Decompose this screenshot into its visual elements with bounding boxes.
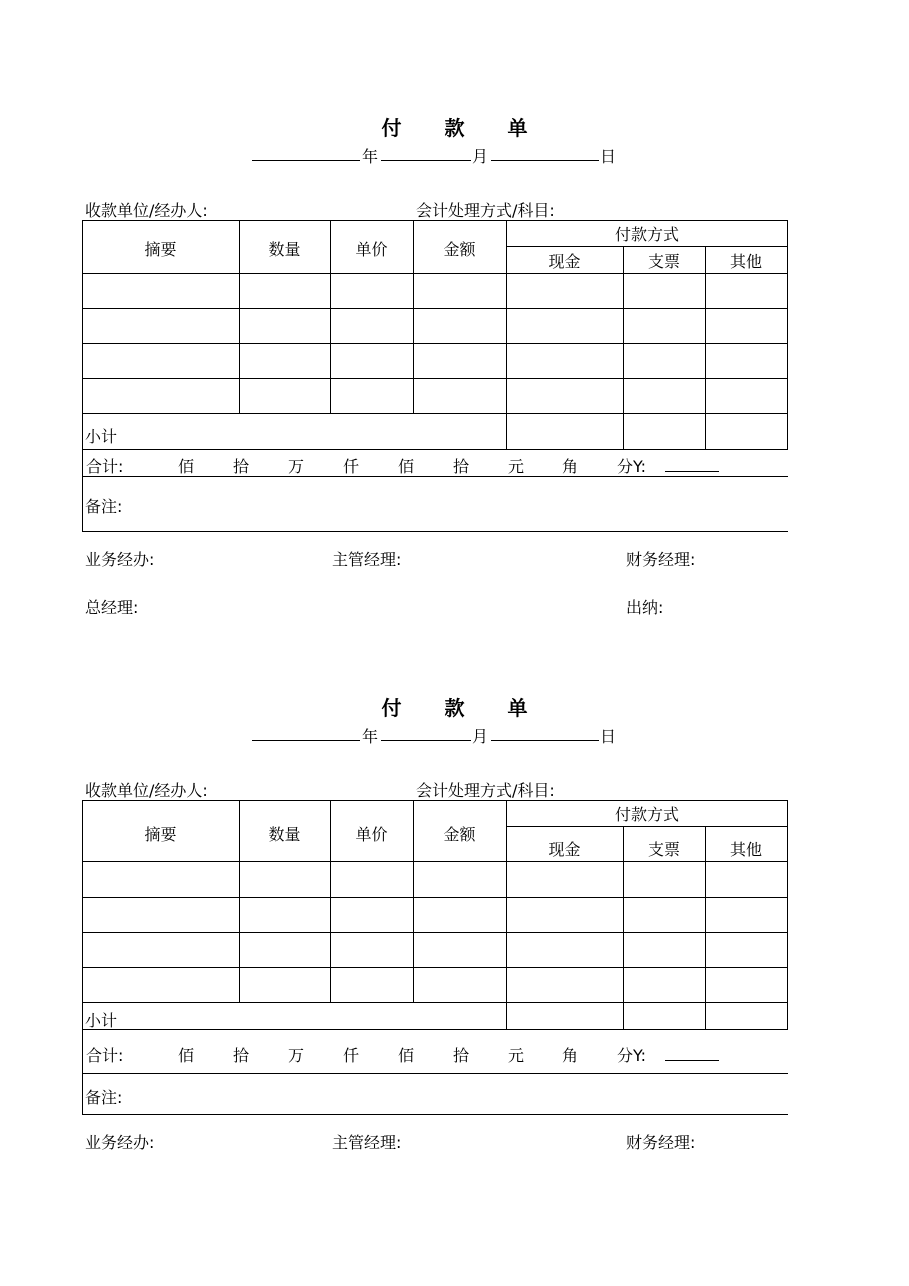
header-amount: 金额 bbox=[443, 240, 476, 259]
table-border-bottom bbox=[82, 531, 788, 532]
remark-label: 备注: bbox=[85, 1088, 123, 1107]
accounting-label: 会计处理方式/科目: bbox=[416, 781, 555, 800]
header-divider bbox=[506, 246, 788, 247]
row-line bbox=[82, 273, 788, 274]
year-label: 年 bbox=[362, 727, 379, 746]
remark-label: 备注: bbox=[85, 497, 123, 516]
total-label: 合计: bbox=[86, 457, 124, 476]
business-handler-label: 业务经办: bbox=[85, 550, 155, 569]
supervisor-label: 主管经理: bbox=[332, 550, 402, 569]
day-label: 日 bbox=[600, 727, 617, 746]
month-field[interactable] bbox=[381, 740, 471, 741]
row-line bbox=[82, 932, 788, 933]
header-check: 支票 bbox=[647, 840, 680, 859]
unit-shi: 拾 bbox=[233, 457, 250, 476]
header-quantity: 数量 bbox=[268, 240, 301, 259]
table-border-top bbox=[82, 220, 788, 221]
general-manager-label: 总经理: bbox=[85, 598, 139, 617]
unit-jiao: 角 bbox=[562, 1046, 579, 1065]
unit-wan: 万 bbox=[288, 1046, 305, 1065]
finance-manager-label: 财务经理: bbox=[626, 550, 696, 569]
header-summary: 摘要 bbox=[144, 825, 177, 844]
payee-label: 收款单位/经办人: bbox=[85, 201, 208, 220]
unit-fen-yen: 分Y: bbox=[617, 1046, 647, 1065]
header-check: 支票 bbox=[647, 252, 680, 271]
table-border-bottom bbox=[82, 1114, 788, 1115]
row-line bbox=[82, 861, 788, 862]
unit-shi: 拾 bbox=[453, 457, 470, 476]
day-field[interactable] bbox=[491, 740, 599, 741]
subtotal-label: 小计 bbox=[85, 1011, 118, 1030]
row-line bbox=[82, 1002, 788, 1003]
finance-manager-label: 财务经理: bbox=[626, 1133, 696, 1152]
form-title: 付 款 单 bbox=[381, 696, 546, 720]
row-line bbox=[82, 1073, 788, 1074]
total-label: 合计: bbox=[86, 1046, 124, 1065]
day-label: 日 bbox=[600, 147, 617, 166]
year-field[interactable] bbox=[252, 160, 360, 161]
header-other: 其他 bbox=[729, 840, 762, 859]
table-border-right bbox=[787, 800, 788, 1029]
header-cash: 现金 bbox=[548, 840, 581, 859]
header-amount: 金额 bbox=[443, 825, 476, 844]
col-line bbox=[623, 246, 624, 449]
row-line bbox=[82, 413, 788, 414]
header-unit-price: 单价 bbox=[355, 825, 388, 844]
row-line bbox=[82, 343, 788, 344]
col-line bbox=[705, 246, 706, 449]
unit-qian: 仟 bbox=[343, 457, 360, 476]
year-field[interactable] bbox=[252, 740, 360, 741]
unit-jiao: 角 bbox=[562, 457, 579, 476]
unit-wan: 万 bbox=[288, 457, 305, 476]
col-line bbox=[506, 800, 507, 1029]
unit-bai: 佰 bbox=[178, 457, 195, 476]
month-label: 月 bbox=[472, 147, 489, 166]
header-quantity: 数量 bbox=[268, 825, 301, 844]
header-payment-method: 付款方式 bbox=[614, 225, 679, 244]
month-field[interactable] bbox=[381, 160, 471, 161]
accounting-label: 会计处理方式/科目: bbox=[416, 201, 555, 220]
amount-blank[interactable] bbox=[665, 1060, 719, 1061]
header-unit-price: 单价 bbox=[355, 240, 388, 259]
table-border-right bbox=[787, 220, 788, 449]
month-label: 月 bbox=[472, 727, 489, 746]
unit-yuan: 元 bbox=[508, 1046, 525, 1065]
form-title: 付 款 单 bbox=[381, 116, 546, 140]
table-border-left bbox=[82, 220, 83, 531]
unit-shi: 拾 bbox=[233, 1046, 250, 1065]
payee-label: 收款单位/经办人: bbox=[85, 781, 208, 800]
unit-fen-yen: 分Y: bbox=[617, 457, 647, 476]
unit-yuan: 元 bbox=[508, 457, 525, 476]
day-field[interactable] bbox=[491, 160, 599, 161]
row-line bbox=[82, 1029, 788, 1030]
unit-bai: 佰 bbox=[398, 457, 415, 476]
row-line bbox=[82, 967, 788, 968]
subtotal-label: 小计 bbox=[85, 427, 118, 446]
cashier-label: 出纳: bbox=[626, 598, 664, 617]
unit-bai: 佰 bbox=[398, 1046, 415, 1065]
header-summary: 摘要 bbox=[144, 240, 177, 259]
supervisor-label: 主管经理: bbox=[332, 1133, 402, 1152]
business-handler-label: 业务经办: bbox=[85, 1133, 155, 1152]
unit-bai: 佰 bbox=[178, 1046, 195, 1065]
table-border-left bbox=[82, 800, 83, 1114]
header-cash: 现金 bbox=[548, 252, 581, 271]
row-line bbox=[82, 449, 788, 450]
header-divider bbox=[506, 826, 788, 827]
amount-blank[interactable] bbox=[665, 471, 719, 472]
row-line bbox=[82, 308, 788, 309]
unit-qian: 仟 bbox=[343, 1046, 360, 1065]
row-line bbox=[82, 897, 788, 898]
unit-shi: 拾 bbox=[453, 1046, 470, 1065]
year-label: 年 bbox=[362, 147, 379, 166]
header-payment-method: 付款方式 bbox=[614, 805, 679, 824]
row-line bbox=[82, 378, 788, 379]
header-other: 其他 bbox=[729, 252, 762, 271]
table-border-top bbox=[82, 800, 788, 801]
